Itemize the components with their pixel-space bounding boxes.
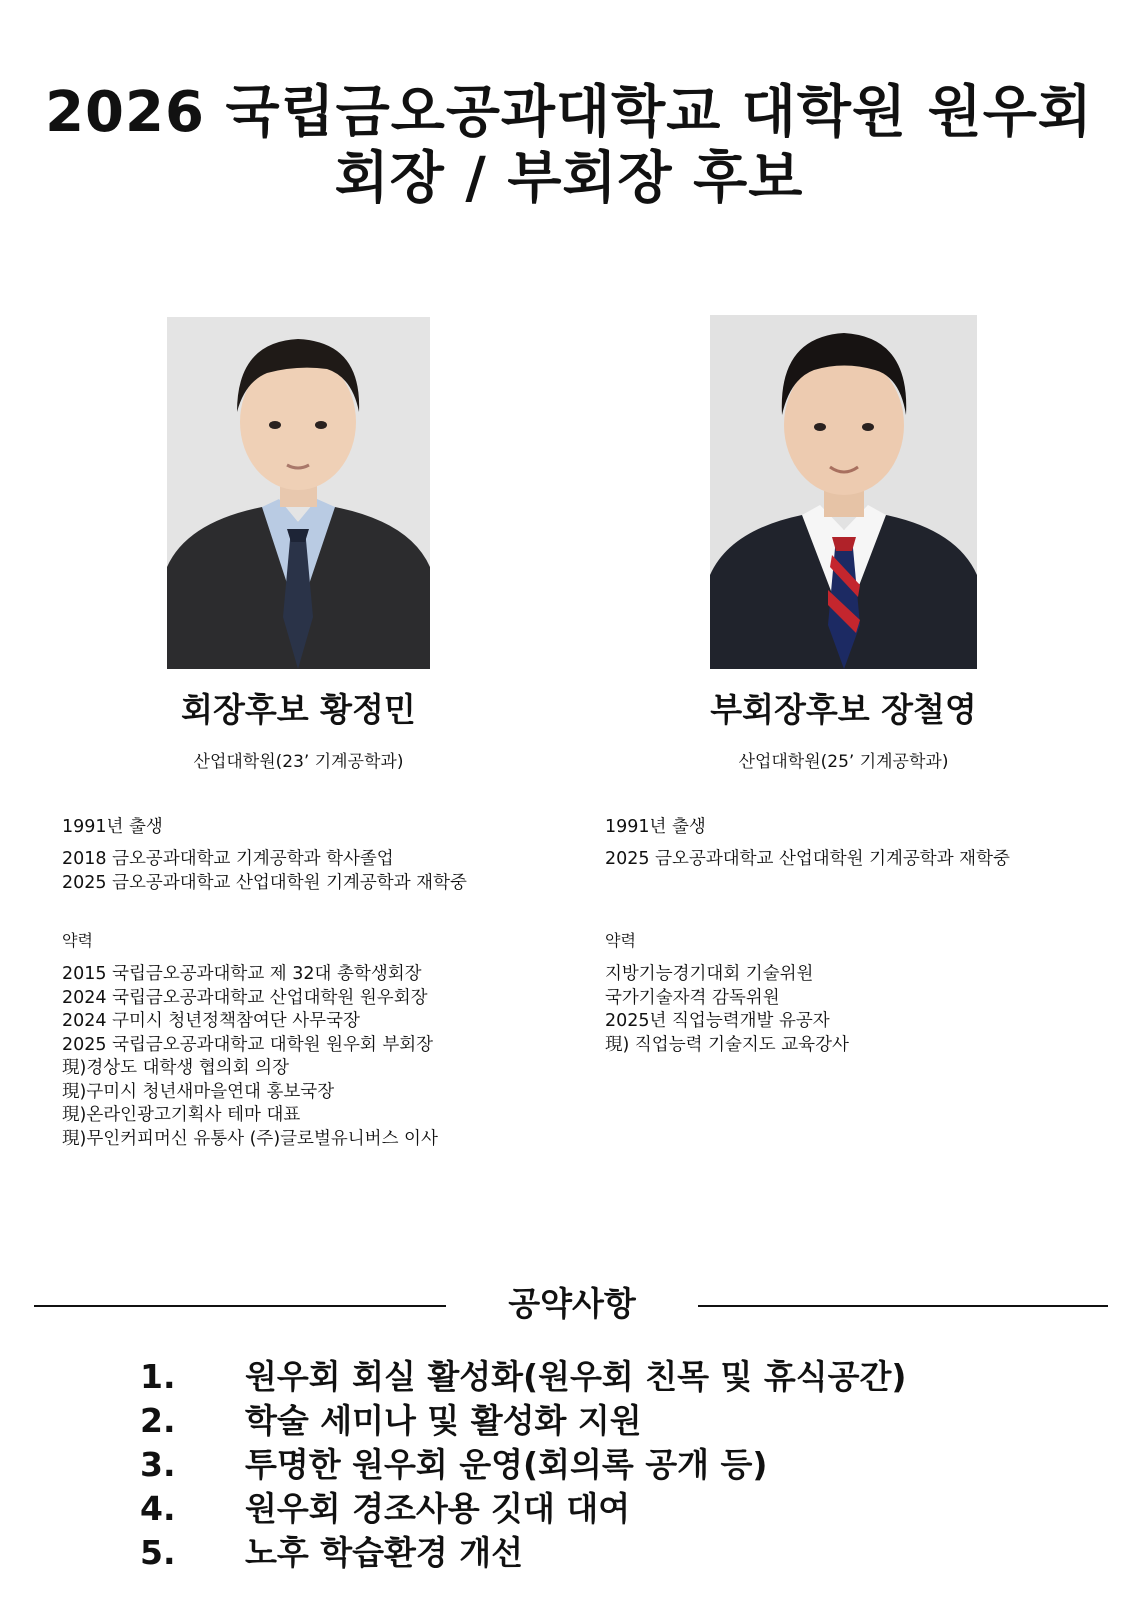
history-item: 現)무인커피머신 유통사 (주)글로벌유니버스 이사 — [62, 1128, 438, 1149]
education-item: 2018 금오공과대학교 기계공학과 학사졸업 — [62, 849, 394, 869]
history-item: 現)구미시 청년새마을연대 홍보국장 — [62, 1081, 335, 1102]
president-education — [62, 847, 467, 895]
history-item: 現)온라인광고기획사 테마 대표 — [62, 1105, 301, 1125]
pledge-item — [140, 1443, 1040, 1487]
president-candidate-name: 회장후보 황정민 — [181, 690, 416, 729]
vice-president-candidate-name: 부회장후보 장철영 — [710, 690, 977, 729]
pledge-number: 2. — [140, 1401, 176, 1440]
pledge-item — [140, 1487, 1040, 1531]
vice-president-history-label: 약력 — [605, 931, 636, 950]
pledge-text: 원우회 회실 활성화(원우회 친목 및 휴식공간) — [245, 1357, 907, 1396]
pledge-number: 3. — [140, 1445, 176, 1484]
pledge-number: 5. — [140, 1533, 176, 1572]
president-history-label: 약력 — [62, 931, 93, 950]
pledge-text: 학술 세미나 및 활성화 지원 — [245, 1401, 642, 1440]
pledge-text: 원우회 경조사용 깃대 대여 — [245, 1489, 631, 1528]
history-item: 2024 구미시 청년정책참여단 사무국장 — [62, 1011, 360, 1031]
vice-president-history-list — [605, 963, 849, 1057]
vice-president-birth: 1991년 출생 — [605, 817, 706, 837]
president-birth: 1991년 출생 — [62, 817, 163, 837]
pledge-number: 4. — [140, 1489, 176, 1528]
history-item: 2015 국립금오공과대학교 제 32대 총학생회장 — [62, 964, 422, 984]
candidate-photo-president — [167, 317, 430, 669]
candidate-photo-vice-president — [710, 315, 977, 669]
page-subtitle: 회장 / 부회장 후보 — [334, 146, 804, 211]
history-item: 現) 직업능력 기술지도 교육강사 — [605, 1034, 849, 1055]
pledge-item — [140, 1355, 1040, 1399]
page-title: 2026 국립금오공과대학교 대학원 원우회 — [45, 80, 1093, 145]
divider-left — [34, 1305, 446, 1307]
pledge-item — [140, 1399, 1040, 1443]
pledge-number: 1. — [140, 1357, 176, 1396]
history-item: 現)경상도 대학생 협의회 의장 — [62, 1058, 289, 1078]
pledges-heading: 공약사항 — [508, 1284, 636, 1323]
president-candidate-affiliation: 산업대학원(23’ 기계공학과) — [193, 752, 404, 772]
history-item: 지방기능경기대회 기술위원 — [605, 964, 814, 984]
divider-right — [698, 1305, 1108, 1307]
history-item: 국가기술자격 감독위원 — [605, 987, 780, 1008]
pledge-list — [140, 1355, 1040, 1575]
history-item: 2024 국립금오공과대학교 산업대학원 원우회장 — [62, 987, 428, 1008]
vice-president-candidate-affiliation: 산업대학원(25’ 기계공학과) — [738, 752, 949, 772]
pledge-item — [140, 1531, 1040, 1575]
history-item: 2025년 직업능력개발 유공자 — [605, 1011, 830, 1031]
education-item: 2025 금오공과대학교 산업대학원 기계공학과 재학중 — [605, 849, 1010, 869]
president-history-list — [62, 963, 438, 1151]
pledge-text: 노후 학습환경 개선 — [245, 1533, 524, 1572]
vice-president-education — [605, 847, 1010, 871]
pledge-text: 투명한 원우회 운영(회의록 공개 등) — [245, 1445, 768, 1484]
history-item: 2025 국립금오공과대학교 대학원 원우회 부회장 — [62, 1034, 434, 1055]
education-item: 2025 금오공과대학교 산업대학원 기계공학과 재학중 — [62, 873, 467, 893]
